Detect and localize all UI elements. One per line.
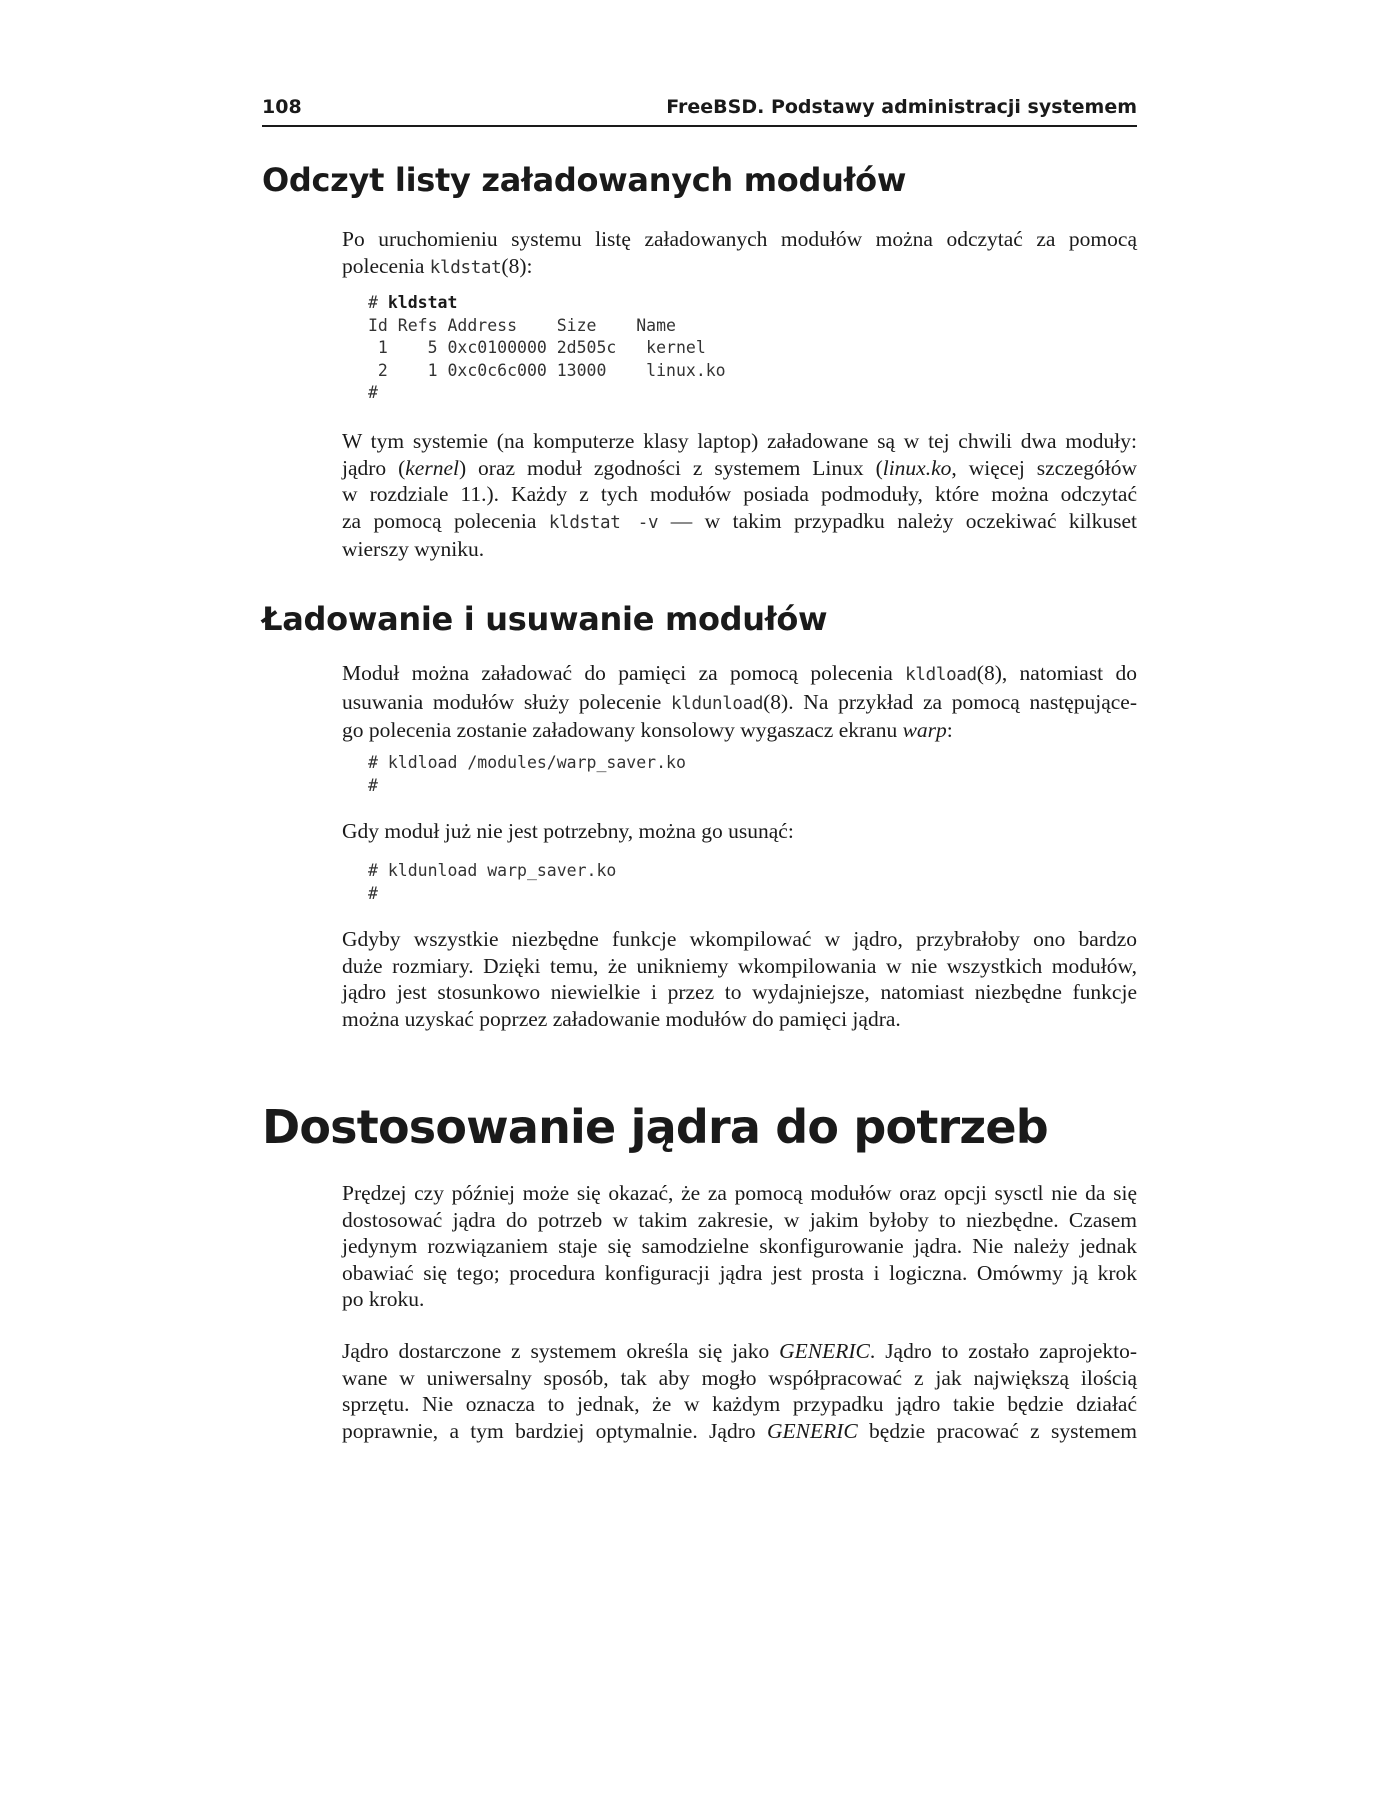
text-run: za pomocą polecenia bbox=[342, 508, 549, 533]
code-listing-kldload bbox=[368, 752, 686, 797]
text-run: polecenia bbox=[342, 253, 430, 278]
table-header-row: Id Refs Address Size Name bbox=[368, 315, 676, 335]
text-run: (8): bbox=[501, 253, 533, 278]
text-line: można uzyskać poprzez załadowanie modułów do pamięci jądra. bbox=[342, 1006, 901, 1031]
text-line: obawiać się tego; procedura konfiguracji jądra jest prosta i logiczna. Omówmy ją krok bbox=[342, 1260, 1137, 1285]
book-title: FreeBSD. Podstawy administracji systemem bbox=[666, 96, 1137, 118]
italic-generic: GENERIC bbox=[766, 1418, 858, 1443]
text-line: duże rozmiary. Dzięki temu, że unikniemy wkompilowania w nie wszystkich modułów, bbox=[342, 953, 1137, 978]
section-heading-loaded-modules: Odczyt listy załadowanych modułów bbox=[262, 161, 907, 199]
text-run: będzie pracować z systemem bbox=[857, 1418, 1137, 1443]
text-run: ) oraz moduł zgodności z systemem Linux ( bbox=[458, 455, 883, 480]
text-run: poprawnie, a tym bardziej optymalnie. Jądro bbox=[342, 1418, 767, 1443]
prompt: # bbox=[368, 293, 388, 312]
text-line bbox=[342, 455, 1137, 482]
command: kldstat bbox=[387, 293, 458, 312]
text-line: jedynym rozwiązaniem staje się samodzielne skonfigurowanie jądra. Nie należy jednak bbox=[342, 1234, 1137, 1258]
running-header bbox=[262, 95, 1137, 127]
text-run: jądro ( bbox=[342, 455, 406, 480]
italic-kernel: kernel bbox=[405, 455, 459, 480]
prompt: # bbox=[368, 883, 378, 903]
text-line bbox=[342, 689, 1137, 718]
code-line: # kldload /modules/warp_saver.ko bbox=[368, 753, 686, 772]
text-run: go polecenia zostanie załadowany konsolowy wygaszacz ekranu bbox=[342, 718, 903, 742]
table-row: 1 5 0xc0100000 2d505c kernel bbox=[368, 338, 706, 357]
code-line: # kldunload warp_saver.ko bbox=[368, 861, 617, 880]
command-kldstat: kldstat bbox=[429, 257, 502, 278]
paragraph-kldstat-intro bbox=[342, 226, 1137, 281]
text-line bbox=[342, 717, 1137, 744]
table-row: 2 1 0xc0c6c000 13000 linux.ko bbox=[368, 360, 726, 380]
italic-generic: GENERIC bbox=[779, 1339, 870, 1363]
section-heading-load-unload: Ładowanie i usuwanie modułów bbox=[262, 600, 828, 638]
command-kldload: kldload bbox=[905, 665, 977, 685]
text-run: , więcej szczegółów bbox=[951, 455, 1138, 480]
text-line: W tym systemie (na komputerze klasy laptop) załadowane są w tej chwili dwa moduły: bbox=[342, 429, 1137, 453]
command-kldstat-v: kldstat -v bbox=[548, 512, 659, 533]
text-line bbox=[342, 508, 1137, 537]
code-listing-kldstat bbox=[368, 292, 726, 405]
text-line: wierszy wyniku. bbox=[342, 537, 485, 561]
italic-linux-ko: linux.ko bbox=[882, 455, 952, 480]
paragraph-unload-intro bbox=[342, 818, 1137, 845]
page-number: 108 bbox=[262, 96, 302, 118]
command-kldunload: kldunload bbox=[671, 693, 764, 714]
paragraph-kldstat-explanation bbox=[342, 428, 1137, 563]
text-run: — w takim przypadku należy oczekiwać kilkuset bbox=[658, 508, 1138, 533]
text-run: Moduł można załadować do pamięci za pomocą polecenia bbox=[342, 661, 906, 685]
text-run: . Jądro to zostało zaprojekto- bbox=[869, 1339, 1137, 1363]
code-listing-kldunload bbox=[368, 860, 616, 905]
text-line bbox=[342, 660, 1137, 689]
text-run: (8). Na przykład za pomocą następujące- bbox=[763, 689, 1137, 714]
prompt: # bbox=[368, 775, 378, 795]
text-run: : bbox=[946, 718, 953, 742]
text-line: jądro jest stosunkowo niewielkie i przez to wydajniejsze, natomiast niezbędne funkcje bbox=[342, 980, 1137, 1004]
text-line: sprzętu. Nie oznacza to jednak, że w każdym przypadku jądro takie będzie działać bbox=[342, 1392, 1137, 1416]
prompt: # bbox=[368, 383, 378, 402]
text-line: Po uruchomieniu systemu listę załadowanych modułów można odczytać za pomocą bbox=[342, 227, 1137, 251]
text-line: Prędzej czy później może się okazać, że za pomocą modułów oraz opcji sysctl nie da się bbox=[342, 1181, 1137, 1205]
paragraph-module-benefits bbox=[342, 926, 1137, 1032]
text-run: (8), natomiast do bbox=[976, 661, 1137, 685]
text-line: wane w uniwersalny sposób, tak aby mogło współpracować z jak największą ilością bbox=[342, 1365, 1137, 1390]
text-run: Jądro dostarczone z systemem określa się jako bbox=[342, 1339, 780, 1363]
text-line: w rozdziale 11.). Każdy z tych modułów posiada podmoduły, które można odczytać bbox=[342, 482, 1137, 506]
chapter-section-heading-kernel-customization: Dostosowanie jądra do potrzeb bbox=[262, 1100, 1048, 1154]
paragraph-kernel-config-intro bbox=[342, 1180, 1137, 1313]
text-line: Gdy moduł już nie jest potrzebny, można go usunąć: bbox=[342, 819, 794, 843]
paragraph-kldload-intro bbox=[342, 660, 1137, 744]
text-line bbox=[342, 1338, 1137, 1365]
paragraph-generic-kernel bbox=[342, 1338, 1137, 1444]
text-line bbox=[342, 253, 1137, 282]
text-line bbox=[342, 1418, 1137, 1445]
text-line: Gdyby wszystkie niezbędne funkcje wkompilować w jądro, przybrałoby ono bardzo bbox=[342, 927, 1137, 951]
italic-warp: warp bbox=[902, 718, 947, 742]
text-line: dostosować jądra do potrzeb w takim zakresie, w jakim byłoby to niezbędne. Czasem bbox=[342, 1207, 1137, 1232]
text-run: usuwania modułów służy polecenie bbox=[342, 689, 672, 714]
text-line: po kroku. bbox=[342, 1287, 425, 1311]
